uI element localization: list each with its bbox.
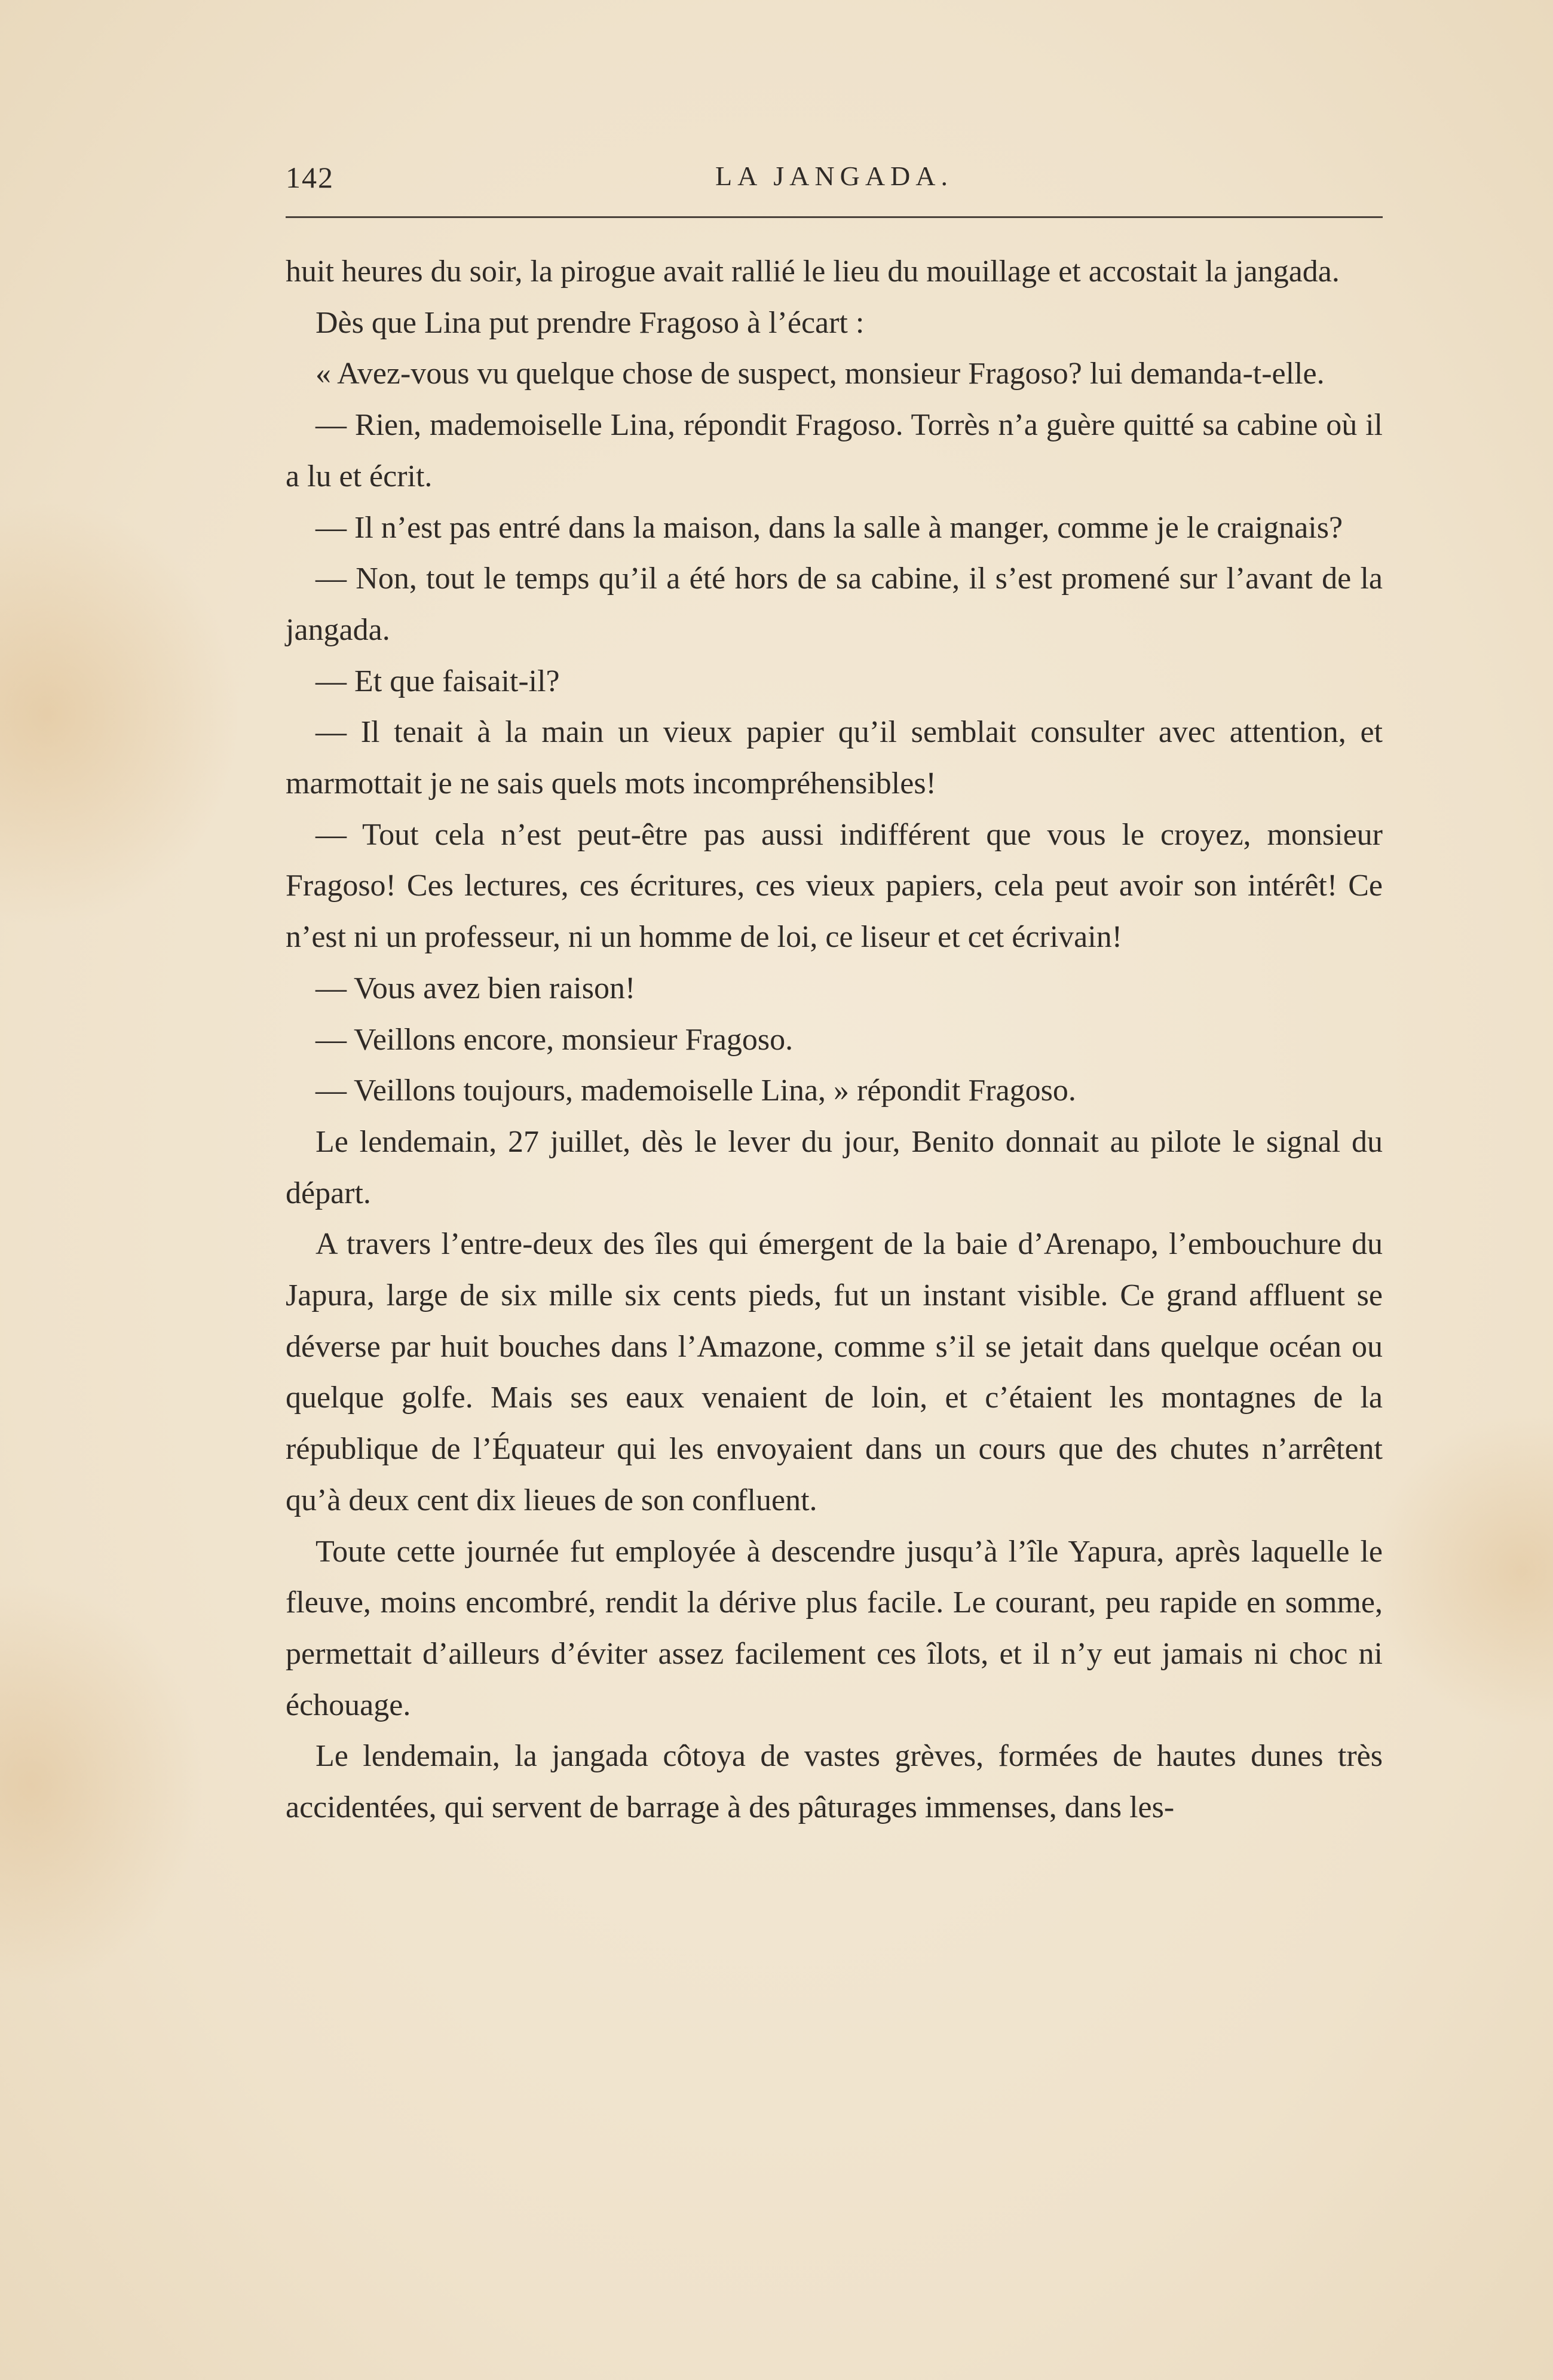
paragraph: huit heures du soir, la pirogue avait rallié le lieu du mouillage et accostait la jangada. [286, 254, 1340, 289]
paragraph: — Il n’est pas entré dans la maison, dans la salle à manger, comme je le craignais? [315, 510, 1343, 545]
paragraph: A travers l’entre-deux des îles qui émergent de la baie d’Arenapo, l’embouchure du Japura, large de six mille six cents pieds, fut un instant visible. Ce grand affluent se déverse par huit bouches dans l’Amazone, comme s’il se jetait dans quelque océan ou quelque golfe. Mais ses eaux venaient de loin, et c’étaient les montagnes de la république de l’Équateur qui les envoyaient dans un cours que des chutes n’arrêtent qu’à deux cent dix lieues de son confluent. [286, 1227, 1383, 1517]
paragraph: Le lendemain, la jangada côtoya de vastes grèves, formées de hautes dunes très accidentées, qui servent de barrage à des pâturages immenses, dans les- [286, 1739, 1383, 1825]
running-title: LA JANGADA. [715, 161, 953, 191]
header-rule [286, 216, 1383, 218]
paragraph: — Vous avez bien raison! [315, 971, 636, 1005]
paragraph: — Il tenait à la main un vieux papier qu’il semblait consulter avec attention, et marmottait je ne sais quels mots incompréhensibles! [286, 715, 1383, 801]
paragraph: Le lendemain, 27 juillet, dès le lever du jour, Benito donnait au pilote le signal du départ. [286, 1124, 1383, 1210]
paragraph: — Rien, mademoiselle Lina, répondit Fragoso. Torrès n’a guère quitté sa cabine où il a lu et écrit. [286, 408, 1383, 493]
paragraph: — Non, tout le temps qu’il a été hors de sa cabine, il s’est promené sur l’avant de la jangada. [286, 562, 1383, 647]
paragraph: — Et que faisait-il? [315, 664, 560, 698]
paragraph: — Veillons encore, monsieur Fragoso. [315, 1022, 794, 1057]
paragraph: — Veillons toujours, mademoiselle Lina, » répondit Fragoso. [315, 1074, 1076, 1108]
page-number: 142 [286, 161, 334, 194]
page-header [286, 160, 1383, 196]
paragraph: — Tout cela n’est peut-être pas aussi indifférent que vous le croyez, monsieur Fragoso! Ces lectures, ces écritures, ces vieux papiers, cela peut avoir son intérêt! Ce n’est ni un professeur, ni un homme de loi, ce liseur et cet écrivain! [286, 817, 1383, 955]
paragraph: « Avez-vous vu quelque chose de suspect, monsieur Fragoso? lui demanda-t-elle. [315, 357, 1325, 391]
paragraph: Toute cette journée fut employée à descendre jusqu’à l’île Yapura, après laquelle le fleuve, moins encombré, rendit la dérive plus facile. Le courant, peu rapide en somme, permettait d’ailleurs d’éviter assez facilement ces îlots, et il n’y eut jamais ni choc ni échouage. [286, 1534, 1383, 1722]
paragraph: Dès que Lina put prendre Fragoso à l’écart : [315, 305, 865, 340]
body-text [286, 246, 1383, 1833]
